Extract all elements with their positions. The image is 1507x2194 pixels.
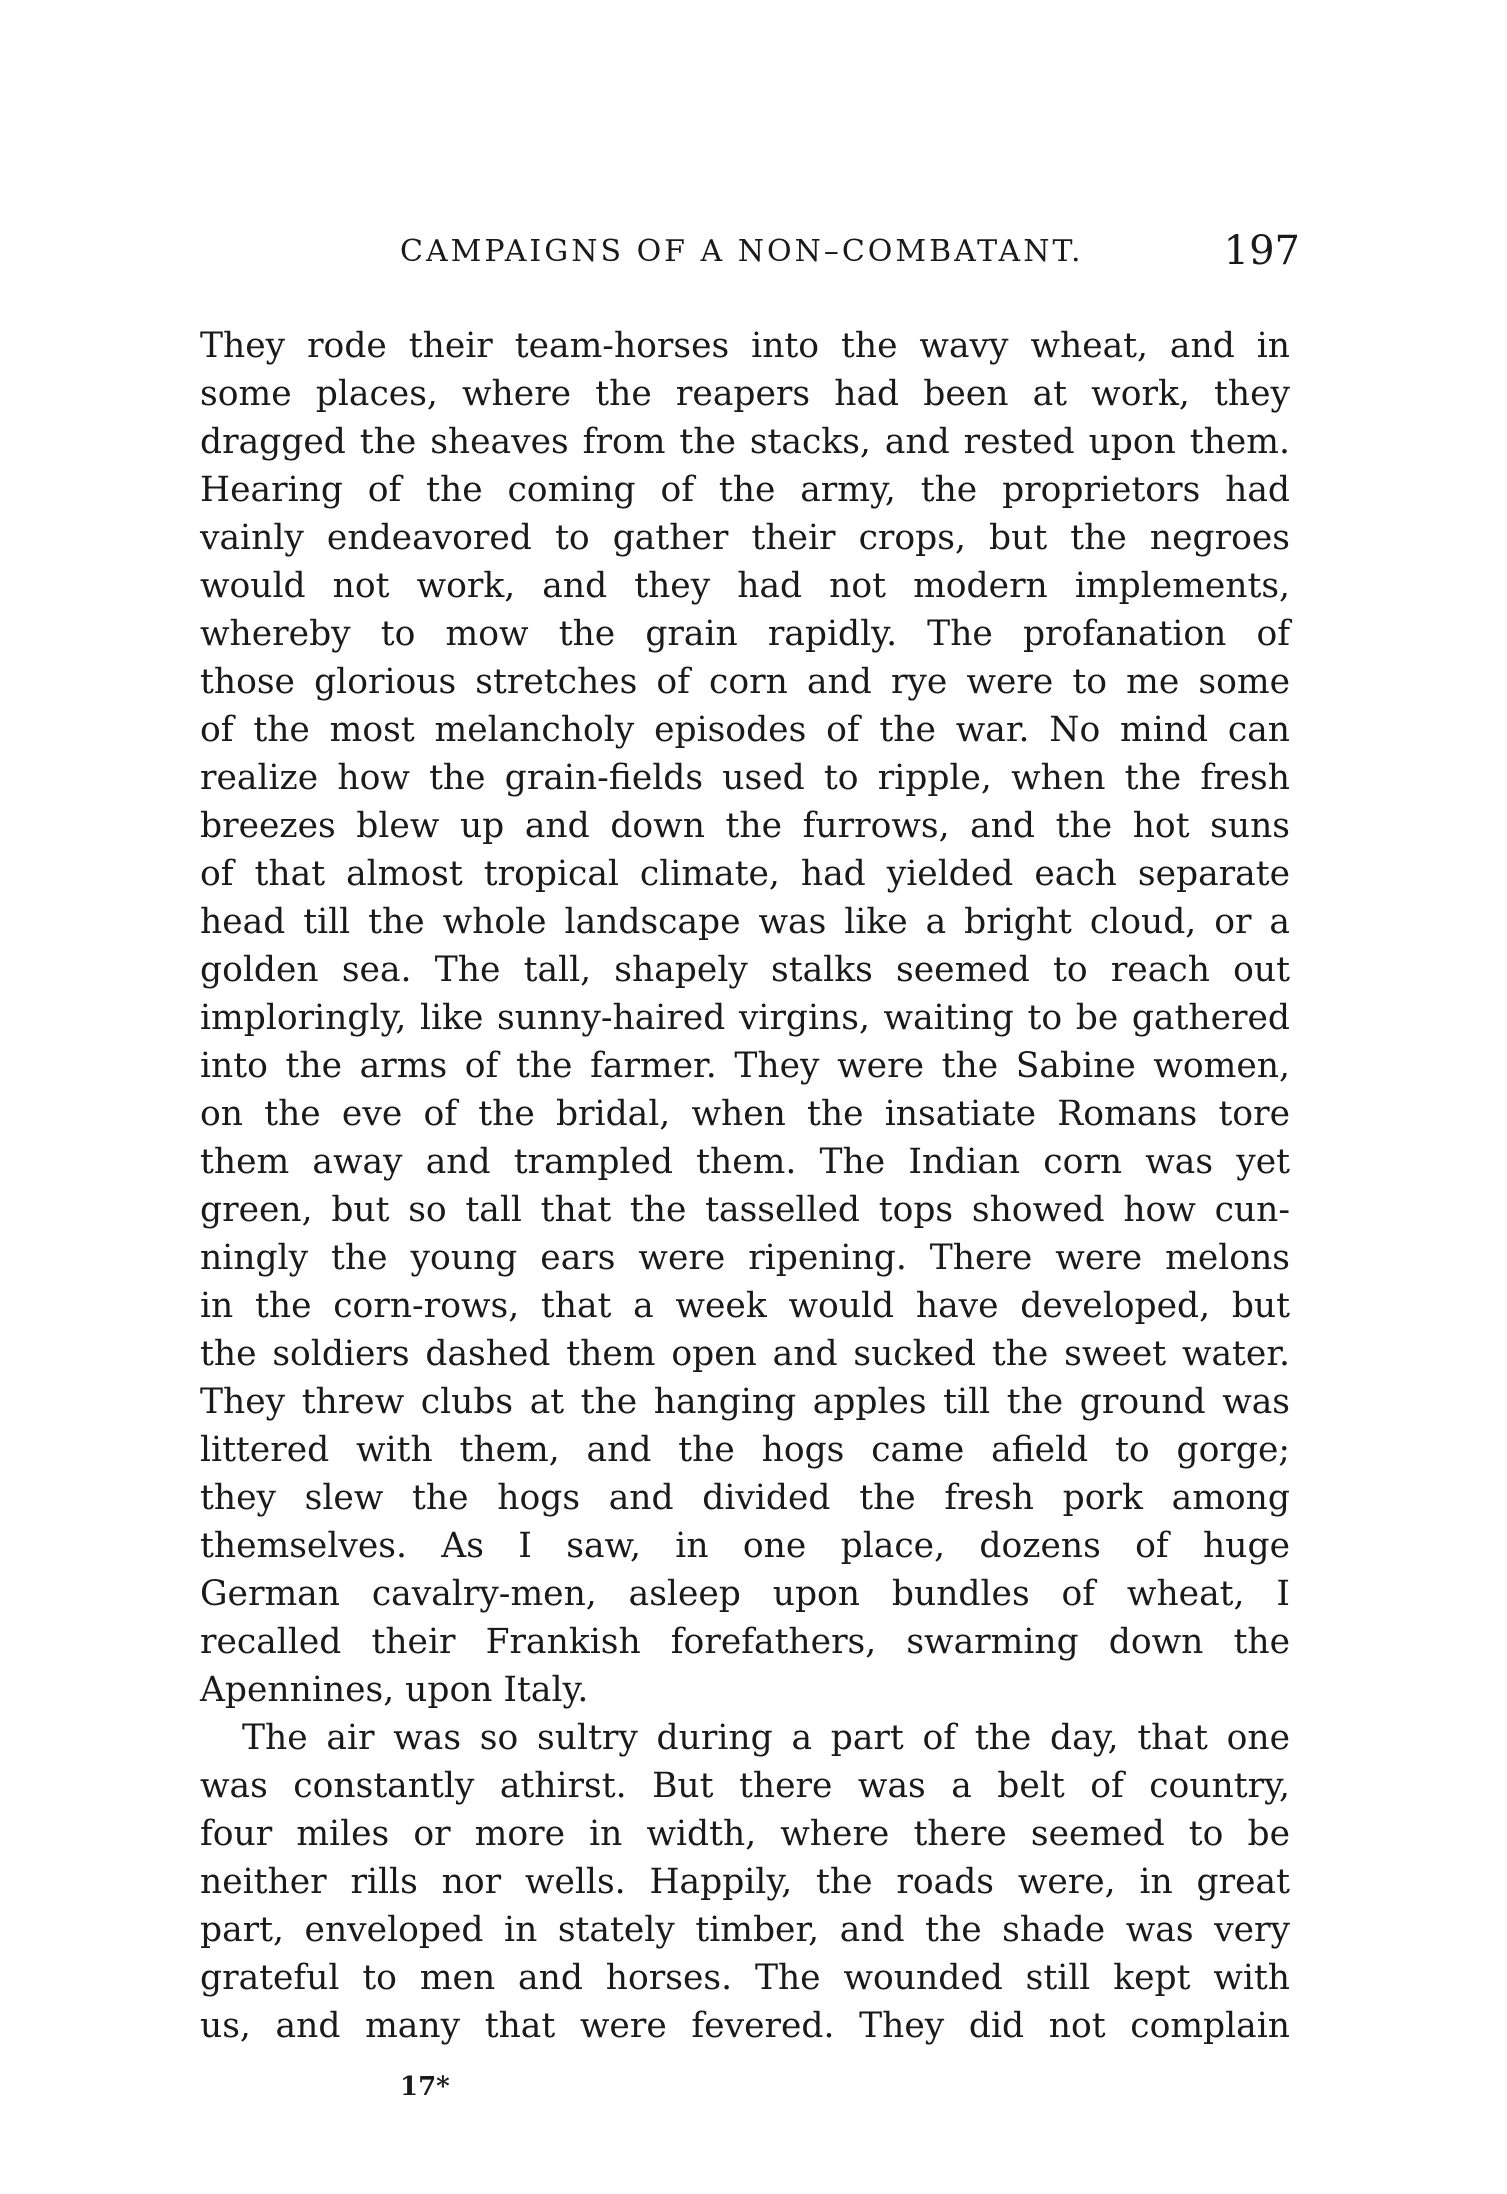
text-line: those glorious stretches of corn and rye were to me some [200,662,1290,702]
text-line: They rode their team-horses into the wavy wheat, and in [200,326,1290,366]
text-line: head till the whole landscape was like a bright cloud, or a [200,902,1290,942]
paragraph-1 [200,322,1290,1714]
text-line: some places, where the reapers had been at work, they [200,374,1290,414]
text-line: of the most melancholy episodes of the war. No mind can [200,710,1290,750]
text-line: green, but so tall that the tasselled tops showed how cun- [200,1190,1290,1230]
text-line: grateful to men and horses. The wounded still kept with [200,1958,1290,1998]
text-line: part, enveloped in stately timber, and the shade was very [200,1910,1290,1950]
text-line: four miles or more in width, where there seemed to be [200,1814,1290,1854]
text-line: The air was so sultry during a part of the day, that one [242,1718,1290,1758]
running-title: CAMPAIGNS OF A NON–COMBATANT. [400,234,1084,269]
text-line: neither rills nor wells. Happily, the roads were, in great [200,1862,1290,1902]
text-line: they slew the hogs and divided the fresh pork among [200,1478,1290,1518]
text-line: in the corn-rows, that a week would have developed, but [200,1286,1290,1326]
text-line: imploringly, like sunny-haired virgins, waiting to be gathered [200,998,1290,1038]
text-line: littered with them, and the hogs came afield to gorge; [200,1430,1290,1470]
page-number: 197 [1223,228,1300,274]
text-line: breezes blew up and down the furrows, and the hot suns [200,806,1290,846]
text-line: golden sea. The tall, shapely stalks seemed to reach out [200,950,1290,990]
text-line: the soldiers dashed them open and sucked the sweet water. [200,1334,1290,1374]
paragraph-2 [200,1714,1290,2050]
running-head [200,228,1300,288]
body-text [200,322,1290,2050]
text-line: Hearing of the coming of the army, the proprietors had [200,470,1290,510]
signature-mark: 17* [400,2072,450,2102]
text-line: us, and many that were fevered. They did not complain [200,2006,1290,2046]
text-line: ningly the young ears were ripening. There were melons [200,1238,1290,1278]
text-line: of that almost tropical climate, had yielded each separate [200,854,1290,894]
text-line: would not work, and they had not modern implements, [200,566,1290,606]
text-line: dragged the sheaves from the stacks, and rested upon them. [200,422,1290,462]
text-line: German cavalry-men, asleep upon bundles of wheat, I [200,1574,1290,1614]
text-line: on the eve of the bridal, when the insatiate Romans tore [200,1094,1290,1134]
text-line: whereby to mow the grain rapidly. The profanation of [200,614,1290,654]
text-line: into the arms of the farmer. They were the Sabine women, [200,1046,1290,1086]
text-line: They threw clubs at the hanging apples till the ground was [200,1382,1290,1422]
text-line: was constantly athirst. But there was a belt of country, [200,1766,1290,1806]
text-line: realize how the grain-fields used to ripple, when the fresh [200,758,1290,798]
text-line: them away and trampled them. The Indian corn was yet [200,1142,1290,1182]
text-line: Apennines, upon Italy. [200,1670,589,1710]
text-line: vainly endeavored to gather their crops, but the negroes [200,518,1290,558]
text-line: recalled their Frankish forefathers, swarming down the [200,1622,1290,1662]
text-line: themselves. As I saw, in one place, dozens of huge [200,1526,1290,1566]
